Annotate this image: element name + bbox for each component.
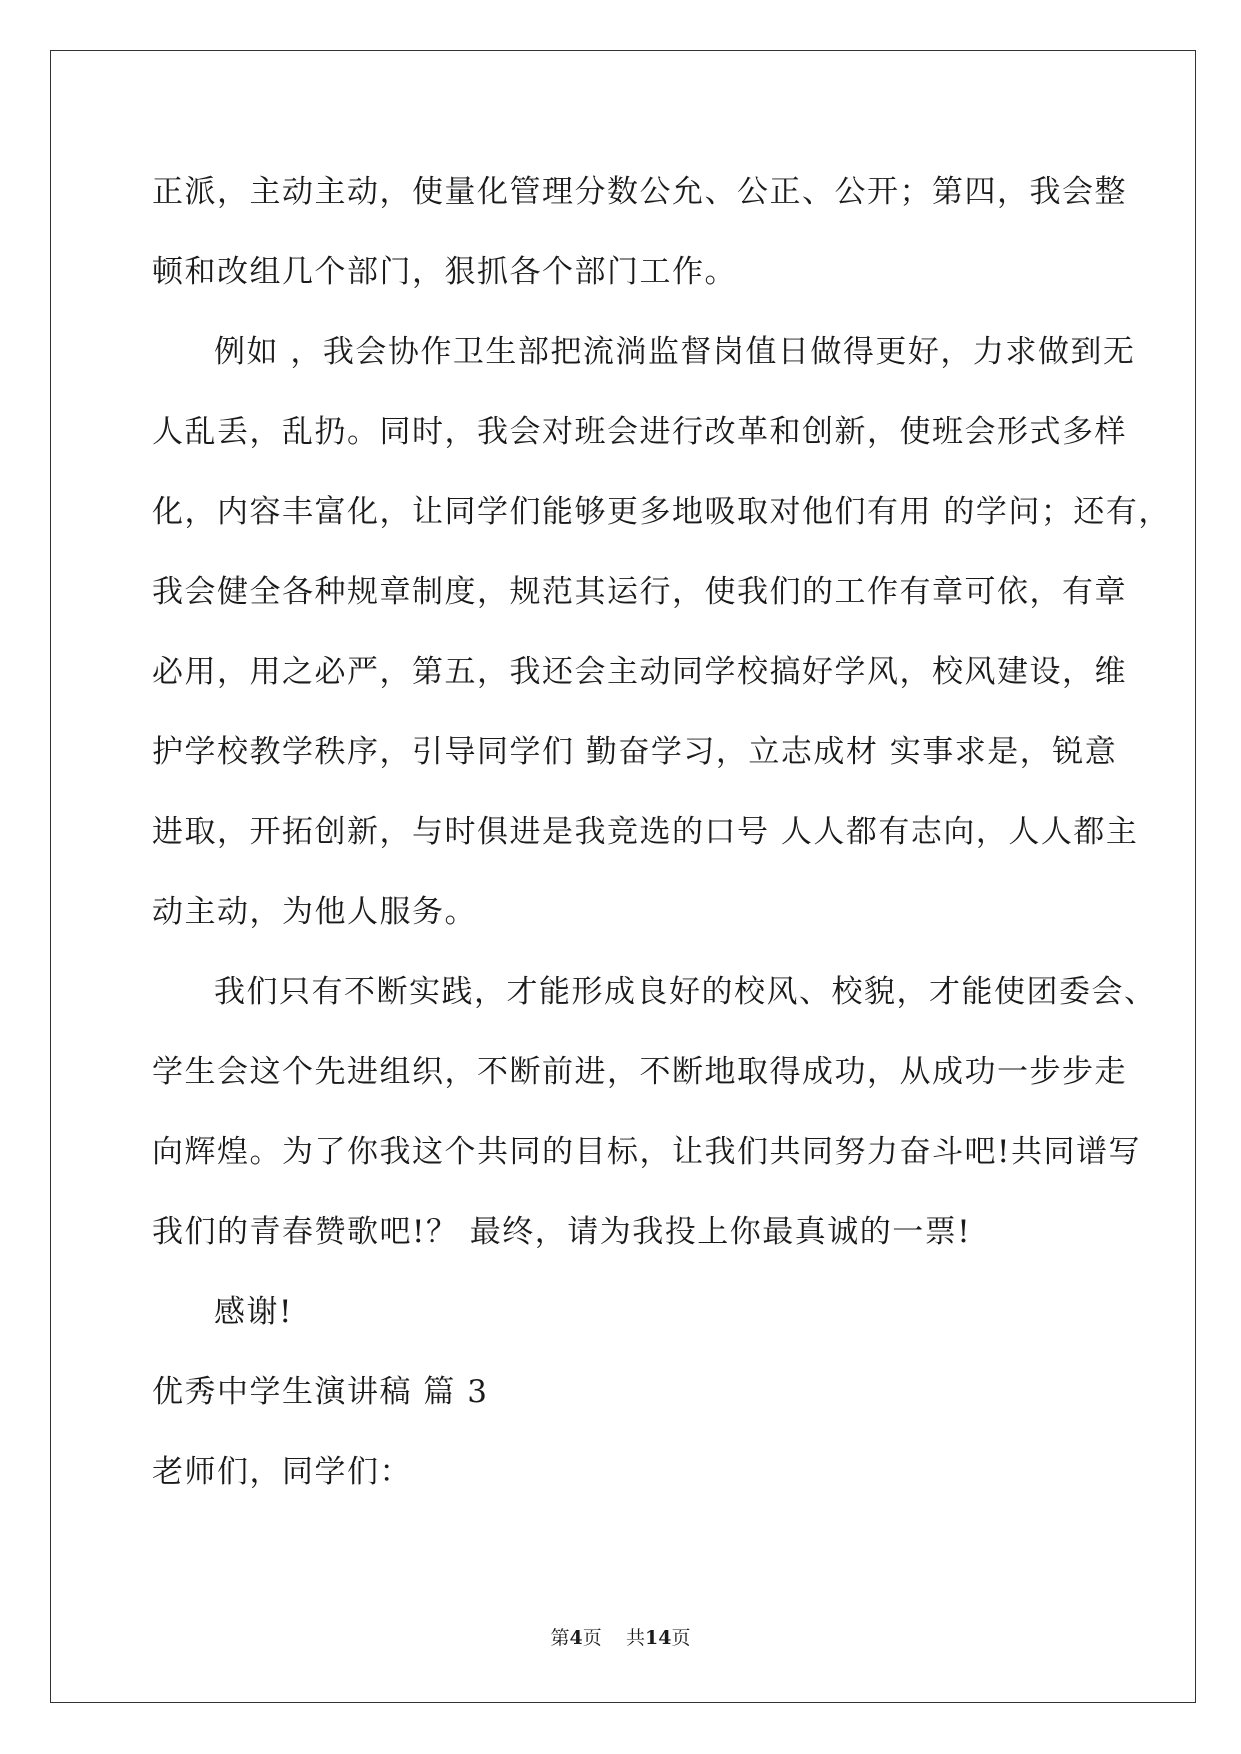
footer-total-prefix: 共 bbox=[625, 1627, 645, 1649]
body-text-line: 人乱丢，乱扔。同时，我会对班会进行改革和创新，使班会形式多样 bbox=[152, 414, 1127, 450]
body-text-line: 顿和改组几个部门，狠抓各个部门工作。 bbox=[152, 254, 737, 290]
body-text-line: 化，内容丰富化，让同学们能够更多地吸取对他们有用 的学问；还有， bbox=[152, 494, 1171, 530]
footer-page-number: 4 bbox=[569, 1627, 583, 1649]
footer-prefix: 第 bbox=[550, 1627, 570, 1649]
closing-thanks: 感谢! bbox=[214, 1294, 293, 1330]
body-text-line: 学生会这个先进组织，不断前进，不断地取得成功，从成功一步步走 bbox=[152, 1054, 1127, 1090]
footer-page-suffix: 页 bbox=[582, 1627, 602, 1649]
body-text-line: 进取，开拓创新，与时俱进是我竞选的口号 人人都有志向，人人都主 bbox=[152, 814, 1139, 850]
body-text-line: 我们只有不断实践，才能形成良好的校风、校貌，才能使团委会、 bbox=[214, 974, 1157, 1010]
section-heading: 优秀中学生演讲稿 篇 3 bbox=[152, 1374, 489, 1410]
body-text-line: 我们的青春赞歌吧!？ 最终，请为我投上你最真诚的一票! bbox=[152, 1214, 972, 1250]
footer-total-pages: 14 bbox=[644, 1627, 672, 1649]
body-text-line: 向辉煌。为了你我这个共同的目标，让我们共同努力奋斗吧!共同谱写 bbox=[152, 1134, 1141, 1170]
page-footer bbox=[0, 1626, 1241, 1650]
body-text-line: 必用，用之必严，第五，我还会主动同学校搞好学风，校风建设，维 bbox=[152, 654, 1127, 690]
footer-total-suffix: 页 bbox=[671, 1627, 691, 1649]
body-text-line: 例如 ，我会协作卫生部把流淌监督岗值日做得更好，力求做到无 bbox=[214, 334, 1136, 370]
body-text-line: 正派，主动主动，使量化管理分数公允、公正、公开；第四，我会整 bbox=[152, 174, 1127, 210]
body-text-line: 动主动，为他人服务。 bbox=[152, 894, 477, 930]
body-text-line: 我会健全各种规章制度，规范其运行，使我们的工作有章可依，有章 bbox=[152, 574, 1127, 610]
body-text-line: 护学校教学秩序，引导同学们 勤奋学习，立志成材 实事求是，锐意 bbox=[152, 734, 1118, 770]
salutation: 老师们，同学们： bbox=[152, 1454, 412, 1490]
